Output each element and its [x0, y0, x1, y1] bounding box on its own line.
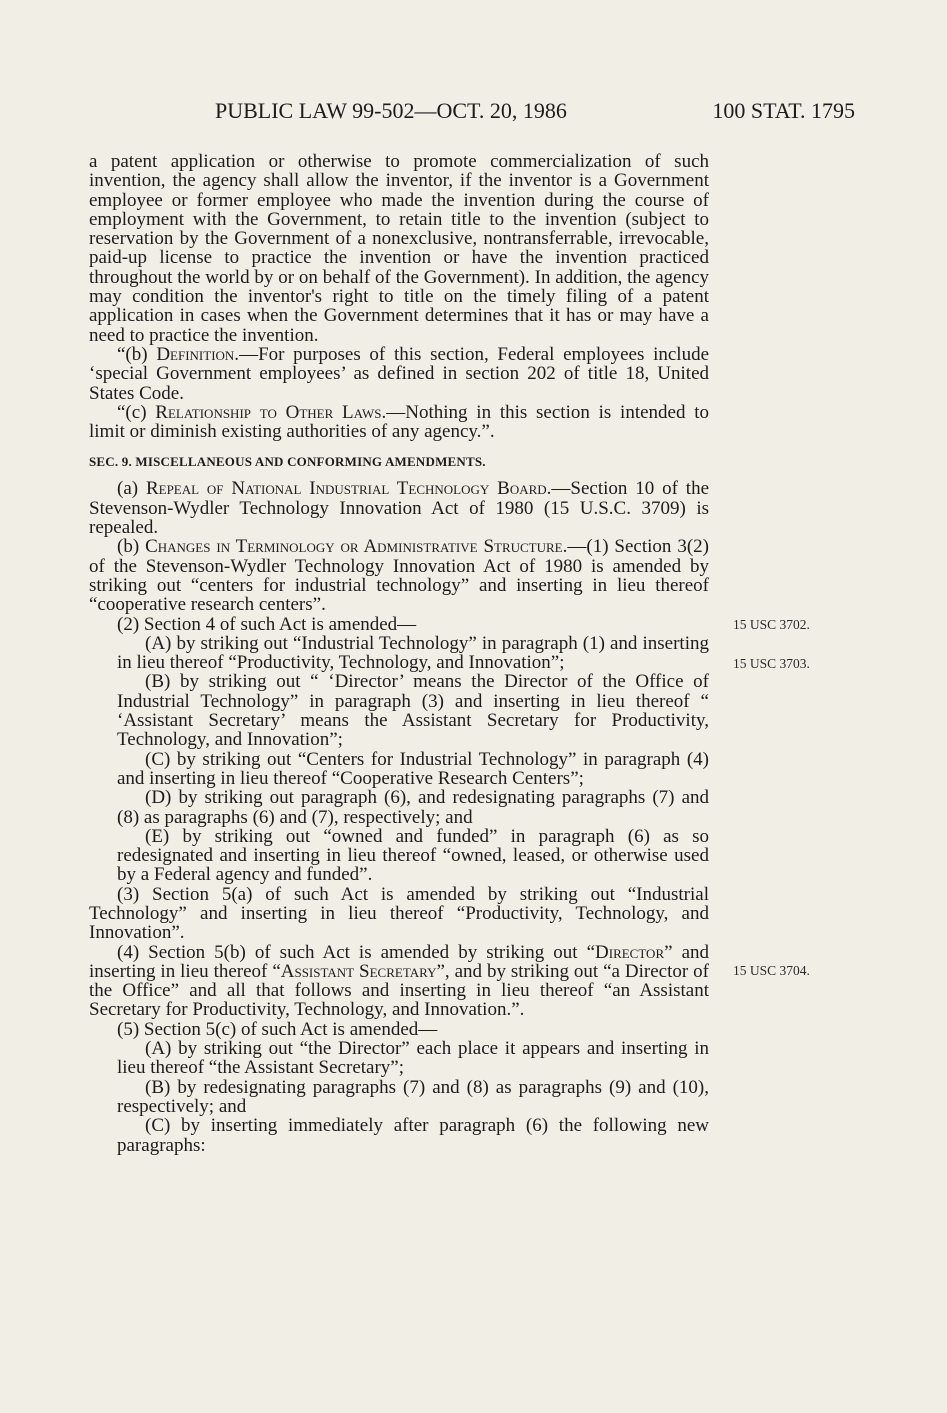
subsection-c-relationship: [89, 403, 709, 442]
amendment-paragraph-3: (3) Section 5(a) of such Act is amended by striking out “Industrial Technology” and inserting in lieu thereof “Productivity, Technology, and Innovation”.: [89, 883, 709, 944]
subsection-lead: (a): [117, 478, 146, 500]
main-text: [89, 152, 709, 1155]
clause-d: (D) by striking out paragraph (6), and redesignating paragraphs (7) and (8) as paragraphs (6) and (7), respectively; and: [117, 787, 709, 828]
subsection-text: —Nothing in this section is intended to limit or diminish existing authorities of any agency.”.: [89, 401, 709, 443]
subsection-b-changes: [89, 537, 709, 614]
amendment-paragraph-5: (5) Section 5(c) of such Act is amended—: [117, 1018, 438, 1040]
clause-c: (C) by striking out “Centers for Industrial Technology” in paragraph (4) and inserting in lieu thereof “Cooperative Research Centers”;: [117, 748, 709, 789]
subsection-lead: (b): [117, 536, 146, 558]
small-caps-term: Director: [595, 941, 665, 963]
page-header: [0, 96, 947, 126]
clause-5b: (B) by redesignating paragraphs (7) and (8) as paragraphs (9) and (10), respectively; and: [117, 1076, 709, 1117]
statute-page-number: 100 STAT. 1795: [712, 98, 855, 123]
subsection-lead: “(c): [117, 401, 156, 423]
subsection-lead: “(b): [117, 343, 157, 365]
subsection-heading: Definition.: [156, 343, 240, 365]
text-run: ” and inserting in lieu thereof “: [89, 941, 710, 982]
paragraph-continuation: a patent application or otherwise to promote commercialization of such invention, the agency shall allow the inventor, if the inventor is a Government employee or former employee who made the invention during the course of employment with the Government, to retain title to the invention (subject to reservation by the Government of a nonexclusive, nontransferrable, irrevocable, paid-up license to practice the invention or have the invention practiced throughout the world by or on behalf of the Government). In addition, the agency may condition the inventor's right to title on the timely filing of a patent application in cases when the Government determines that it has or may have a need to practice the invention.: [89, 151, 709, 346]
subsection-b-definition: [89, 345, 709, 403]
small-caps-term: Assistant Secretary: [280, 960, 437, 982]
subsection-text: —(1) Section 3(2) of the Stevenson-Wydler Technology Innovation Act of 1980 is amended by striking out “centers for industrial technology” and inserting in lieu thereof “cooperative research centers”.: [89, 536, 709, 616]
subsection-text: —Section 10 of the Stevenson-Wydler Technology Innovation Act of 1980 (15 U.S.C. 3709) is repealed.: [89, 478, 710, 539]
clause-e: (E) by striking out “owned and funded” in paragraph (6) as so redesignated and inserting in lieu thereof “owned, leased, or otherwise used by a Federal agency and funded”.: [117, 825, 709, 886]
subsection-heading: Changes in Terminology or Administrative Structure.: [145, 536, 568, 558]
margin-citation-3703: 15 USC 3703.: [733, 656, 810, 671]
amendment-paragraph-2: (2) Section 4 of such Act is amended—: [117, 613, 417, 635]
subsection-text: —For purposes of this section, Federal employees include ‘special Government employees’ as defined in section 202 of title 18, United States Code.: [89, 343, 710, 404]
text-run: ”, and by striking out “a Director of the Office” and all that follows and inserting in lieu thereof “an Assistant Secretary for Productivity, Technology, and Innovation.”.: [89, 960, 709, 1021]
clause-5c: (C) by inserting immediately after paragraph (6) the following new paragraphs:: [117, 1115, 709, 1156]
text-run: (4) Section 5(b) of such Act is amended by striking out “: [117, 941, 596, 963]
subsection-heading: Repeal of National Industrial Technology Board.: [145, 478, 552, 500]
margin-citation-3702: 15 USC 3702.: [733, 617, 810, 632]
clause-a: (A) by striking out “Industrial Technology” in paragraph (1) and inserting in lieu thereof “Productivity, Technology, and Innovation”;: [117, 632, 709, 674]
section-heading: SEC. 9. MISCELLANEOUS AND CONFORMING AMENDMENTS.: [89, 454, 486, 470]
law-title: PUBLIC LAW 99-502—OCT. 20, 1986: [215, 98, 567, 123]
clause-5a: (A) by striking out “the Director” each place it appears and inserting in lieu thereof “the Assistant Secretary”;: [117, 1038, 709, 1079]
clause-b: (B) by striking out “ ‘Director’ means the Director of the Office of Industrial Technology” in paragraph (3) and inserting in lieu thereof “ ‘Assistant Secretary’ means the Assistant Secretary for Productivity, Technology, and Innovation”;: [117, 671, 709, 751]
subsection-a-repeal: [89, 479, 709, 537]
subsection-heading: Relationship to Other Laws.: [155, 401, 387, 423]
margin-citation-3704: 15 USC 3704.: [733, 963, 810, 978]
amendment-paragraph-4: [89, 943, 709, 1020]
